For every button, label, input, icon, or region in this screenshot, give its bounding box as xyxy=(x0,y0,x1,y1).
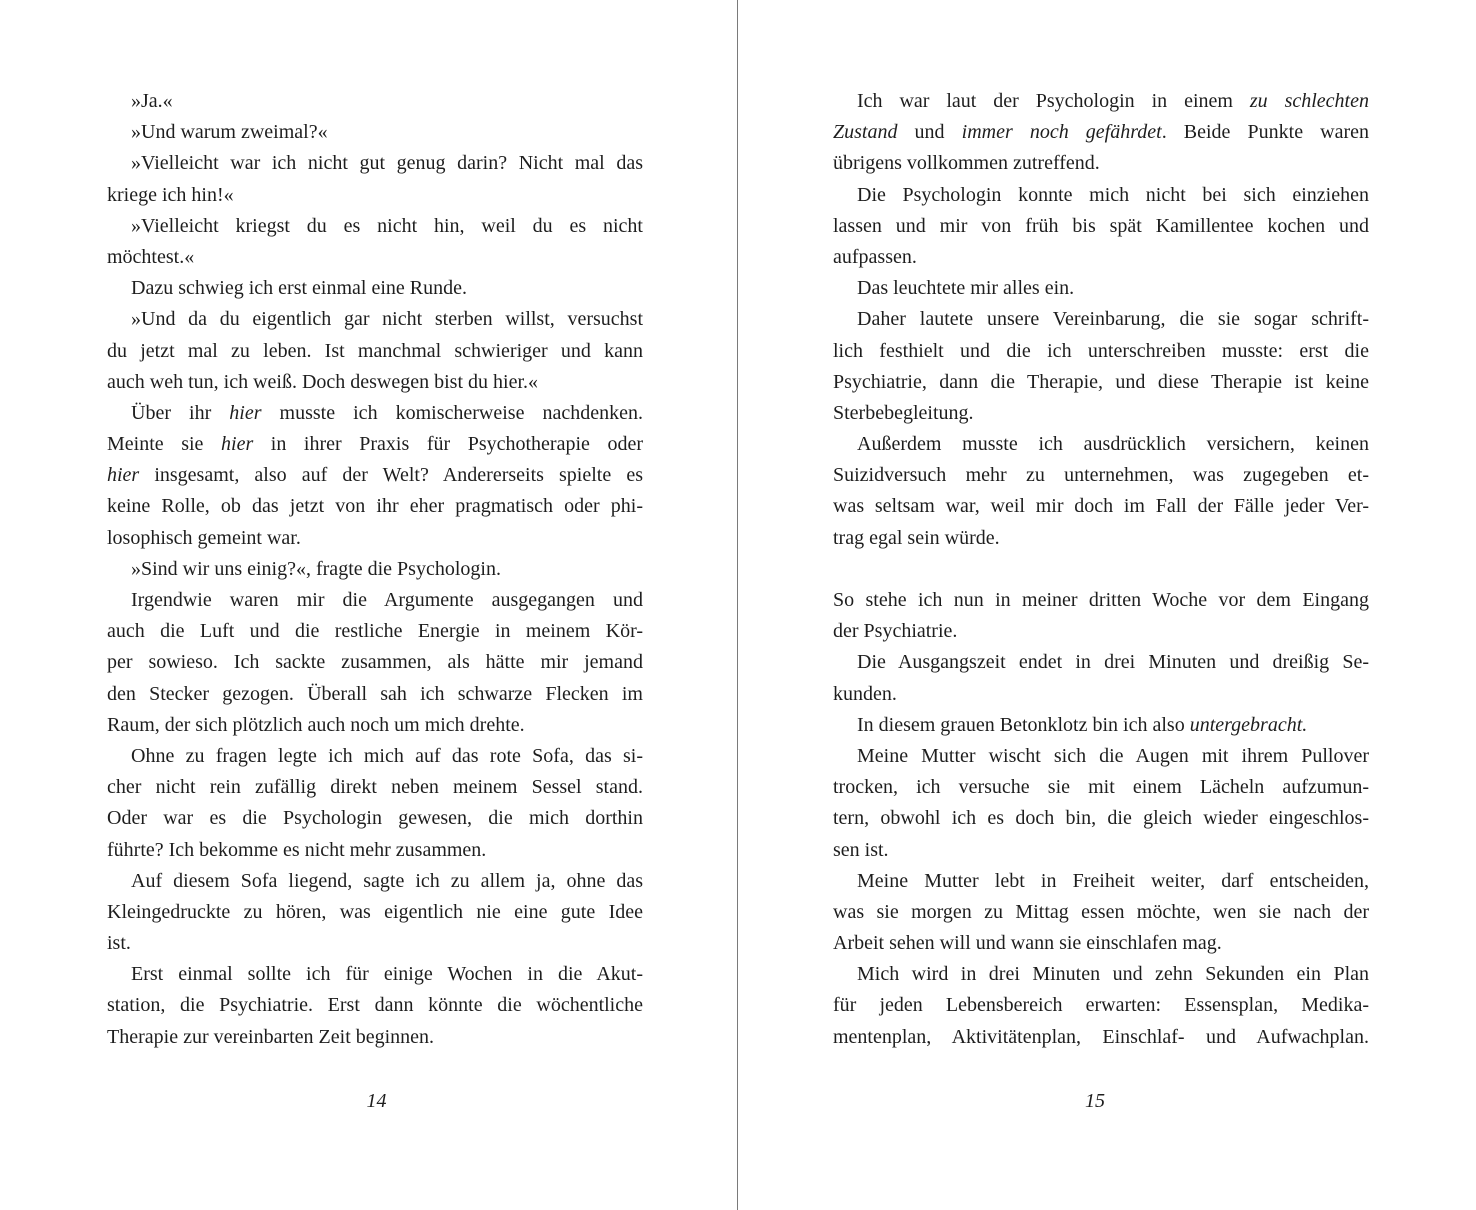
text-line xyxy=(833,460,1369,491)
text-line xyxy=(833,86,1369,117)
text-line xyxy=(107,211,643,242)
italic-text: hier xyxy=(221,433,254,456)
text-line xyxy=(107,491,643,522)
text-line xyxy=(107,959,643,990)
text-line xyxy=(833,928,1369,959)
text-line xyxy=(833,148,1369,179)
text-line xyxy=(107,616,643,647)
text-line xyxy=(107,148,643,179)
text-segment: in ihrer Praxis für Psychotherapie oder xyxy=(253,433,643,456)
text-segment: Auf diesem Sofa liegend, sagte ich zu allem ja, ohne das xyxy=(131,869,643,892)
text-segment: Dazu schwieg ich erst einmal eine Runde. xyxy=(131,277,467,300)
text-segment: für jeden Lebensbereich erwarten: Essensplan, Medika- xyxy=(833,994,1369,1017)
page-text xyxy=(833,86,1369,1053)
text-line xyxy=(107,117,643,148)
text-segment: auch die Luft und die restliche Energie in meinem Kör- xyxy=(107,620,643,643)
text-line xyxy=(833,835,1369,866)
text-segment: Mich wird in drei Minuten und zehn Sekunden ein Plan xyxy=(857,963,1369,986)
text-segment: Die Psychologin konnte mich nicht bei sich einziehen xyxy=(857,183,1369,206)
text-segment: und xyxy=(897,121,962,144)
text-segment: den Stecker gezogen. Überall sah ich schwarze Flecken im xyxy=(107,682,643,705)
text-segment: »Vielleicht war ich nicht gut genug darin? Nicht mal das xyxy=(131,152,643,175)
text-segment: Über ihr xyxy=(131,401,230,424)
italic-text: untergebracht. xyxy=(1189,713,1308,736)
text-segment: trocken, ich versuche sie mit einem Lächeln aufzumun- xyxy=(833,776,1369,799)
text-line xyxy=(107,429,643,460)
text-segment: station, die Psychiatrie. Erst dann könnte die wöchentliche xyxy=(107,994,643,1017)
text-line xyxy=(833,772,1369,803)
text-line xyxy=(833,273,1369,304)
text-segment: »Ja.« xyxy=(131,90,173,112)
text-segment: kunden. xyxy=(833,682,897,705)
text-segment: Sterbebegleitung. xyxy=(833,401,974,424)
italic-text: immer noch gefährdet xyxy=(961,121,1162,144)
text-segment: sen ist. xyxy=(833,838,889,861)
right-page xyxy=(738,0,1476,1210)
text-line xyxy=(107,803,643,834)
text-segment: du jetzt mal zu leben. Ist manchmal schwieriger und kann xyxy=(107,339,643,362)
text-line xyxy=(107,835,643,866)
text-segment: »Und warum zweimal?« xyxy=(131,121,328,144)
text-segment: Psychiatrie, dann die Therapie, und diese Therapie ist keine xyxy=(833,370,1369,393)
text-segment: Meinte sie xyxy=(107,433,222,456)
text-line xyxy=(833,242,1369,273)
text-segment: Raum, der sich plötzlich auch noch um mich drehte. xyxy=(107,713,525,736)
text-segment: Suizidversuch mehr zu unternehmen, was zugegeben et- xyxy=(833,464,1369,487)
text-segment: lassen und mir von früh bis spät Kamillentee kochen und xyxy=(833,214,1369,237)
text-segment: insgesamt, also auf der Welt? Andererseits spielte es xyxy=(139,464,643,487)
page-number: 15 xyxy=(1085,1090,1105,1112)
text-segment: auch weh tun, ich weiß. Doch deswegen bist du hier.« xyxy=(107,370,539,393)
blank-line xyxy=(833,554,1369,585)
text-line xyxy=(833,647,1369,678)
text-segment: führte? Ich bekomme es nicht mehr zusammen. xyxy=(107,838,487,861)
page-text xyxy=(107,86,643,1053)
text-segment: »Vielleicht kriegst du es nicht hin, weil du es nicht xyxy=(131,214,643,237)
text-line xyxy=(107,741,643,772)
text-segment: lich festhielt und die ich unterschreiben musste: erst die xyxy=(833,339,1369,362)
text-line xyxy=(107,928,643,959)
text-line xyxy=(833,117,1369,148)
text-line xyxy=(107,866,643,897)
text-line xyxy=(833,803,1369,834)
text-line xyxy=(107,554,643,585)
text-line xyxy=(833,710,1369,741)
text-segment: cher nicht rein zufällig direkt neben meinem Sessel stand. xyxy=(107,776,643,799)
text-line xyxy=(833,367,1369,398)
text-segment: keine Rolle, ob das jetzt von ihr eher pragmatisch oder phi- xyxy=(107,495,643,518)
text-segment: ist. xyxy=(107,932,131,955)
text-line xyxy=(107,772,643,803)
text-line xyxy=(107,710,643,741)
text-line xyxy=(107,897,643,928)
text-segment: kriege ich hin!« xyxy=(107,183,234,206)
text-segment: trag egal sein würde. xyxy=(833,526,1000,549)
text-segment: Außerdem musste ich ausdrücklich versichern, keinen xyxy=(857,433,1369,456)
text-segment: was seltsam war, weil mir doch im Fall der Fälle jeder Ver- xyxy=(833,495,1369,518)
text-line xyxy=(833,616,1369,647)
text-line xyxy=(107,523,643,554)
text-segment: Meine Mutter wischt sich die Augen mit ihrem Pullover xyxy=(857,744,1369,767)
text-line xyxy=(107,398,643,429)
text-segment: Kleingedruckte zu hören, was eigentlich nie eine gute Idee xyxy=(107,900,643,923)
text-segment: Meine Mutter lebt in Freiheit weiter, darf entscheiden, xyxy=(857,869,1369,892)
text-line xyxy=(107,990,643,1021)
text-line xyxy=(107,460,643,491)
text-line xyxy=(833,523,1369,554)
text-line xyxy=(107,86,643,117)
text-line xyxy=(107,585,643,616)
text-line xyxy=(833,429,1369,460)
text-segment: übrigens vollkommen zutreffend. xyxy=(833,152,1100,175)
text-segment: tern, obwohl ich es doch bin, die gleich wieder eingeschlos- xyxy=(833,807,1369,830)
text-line xyxy=(107,679,643,710)
page-number: 14 xyxy=(366,1090,387,1112)
text-line xyxy=(833,180,1369,211)
text-segment: was sie morgen zu Mittag essen möchte, wen sie nach der xyxy=(833,900,1369,923)
text-segment: mentenplan, Aktivitätenplan, Einschlaf- und Aufwachplan. xyxy=(833,1025,1369,1048)
text-segment: musste ich komischerweise nachdenken. xyxy=(261,401,643,424)
text-line xyxy=(833,398,1369,429)
text-segment: losophisch gemeint war. xyxy=(107,526,301,549)
text-segment: der Psychiatrie. xyxy=(833,620,958,643)
italic-text: Zustand xyxy=(833,121,898,144)
text-line xyxy=(107,180,643,211)
text-segment: Oder war es die Psychologin gewesen, die mich dorthin xyxy=(107,807,643,830)
italic-text: hier xyxy=(229,401,262,424)
text-line xyxy=(107,304,643,335)
text-segment: Arbeit sehen will und wann sie einschlafen mag. xyxy=(833,932,1222,955)
text-segment: Ohne zu fragen legte ich mich auf das rote Sofa, das si- xyxy=(131,744,643,767)
text-line xyxy=(833,990,1369,1021)
text-line xyxy=(107,367,643,398)
italic-text: hier xyxy=(107,464,140,487)
text-line xyxy=(833,1022,1369,1053)
text-line xyxy=(107,1022,643,1053)
text-segment: So stehe ich nun in meiner dritten Woche vor dem Eingang xyxy=(833,589,1369,611)
text-segment: Irgendwie waren mir die Argumente ausgegangen und xyxy=(131,589,643,611)
left-page xyxy=(0,0,737,1210)
text-line xyxy=(833,585,1369,616)
text-segment: Ich war laut der Psychologin in einem xyxy=(857,90,1250,112)
text-line xyxy=(833,211,1369,242)
text-segment: . Beide Punkte waren xyxy=(1161,121,1370,144)
text-line xyxy=(107,242,643,273)
text-line xyxy=(833,679,1369,710)
text-segment: Therapie zur vereinbarten Zeit beginnen. xyxy=(107,1025,435,1048)
text-segment: Erst einmal sollte ich für einige Wochen in die Akut- xyxy=(131,963,643,986)
text-line xyxy=(833,866,1369,897)
text-line xyxy=(833,741,1369,772)
text-segment: »Sind wir uns einig?«, fragte die Psychologin. xyxy=(131,557,501,580)
text-segment: In diesem grauen Betonklotz bin ich also xyxy=(857,713,1190,736)
text-segment: Das leuchtete mir alles ein. xyxy=(857,277,1075,300)
text-line xyxy=(833,897,1369,928)
text-line xyxy=(107,647,643,678)
text-segment: aufpassen. xyxy=(833,245,917,268)
text-segment: möchtest.« xyxy=(107,245,195,268)
text-segment: Daher lautete unsere Vereinbarung, die sie sogar schrift- xyxy=(857,308,1369,331)
text-line xyxy=(107,336,643,367)
text-segment: Die Ausgangszeit endet in drei Minuten und dreißig Se- xyxy=(857,651,1369,674)
italic-text: zu schlechten xyxy=(1249,90,1369,112)
text-line xyxy=(833,336,1369,367)
text-line xyxy=(833,959,1369,990)
text-line xyxy=(833,491,1369,522)
text-segment: »Und da du eigentlich gar nicht sterben willst, versuchst xyxy=(131,308,643,331)
text-segment: per sowieso. Ich sackte zusammen, als hätte mir jemand xyxy=(107,651,643,674)
text-line xyxy=(107,273,643,304)
text-line xyxy=(833,304,1369,335)
